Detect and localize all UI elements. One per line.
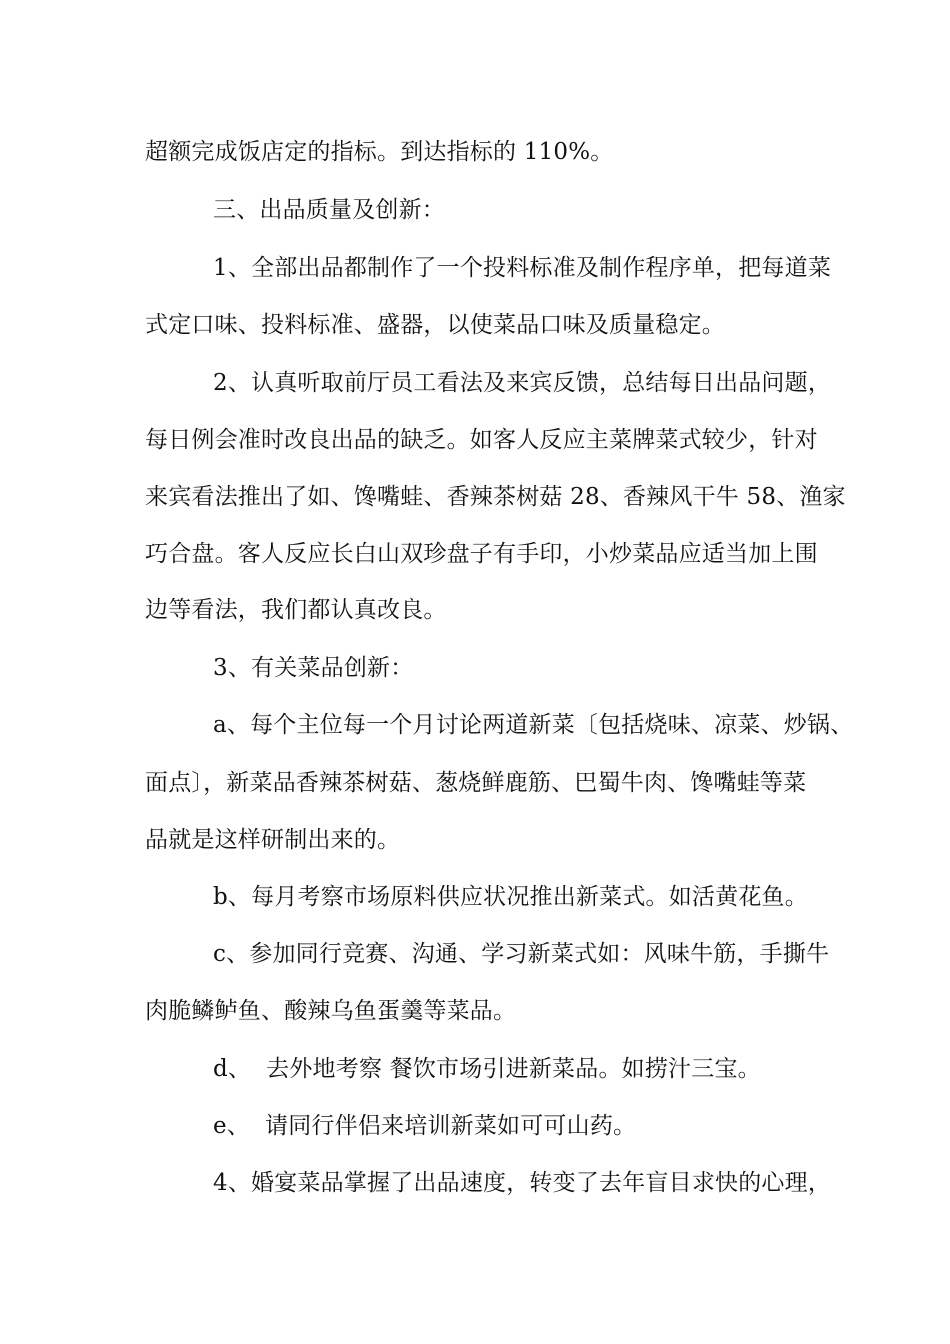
text-line: d、 去外地考察 餐饮市场引进新菜品。如捞汁三宝。 — [213, 1056, 761, 1082]
text-line: b、每月考察市场原料供应状况推出新菜式。如活黄花鱼。 — [213, 884, 808, 910]
text-line: e、 请同行伴侣来培训新菜如可可山药。 — [213, 1113, 637, 1139]
text-line: 肉脆鳞鲈鱼、酸辣乌鱼蛋羹等菜品。 — [145, 998, 517, 1024]
section-heading: 3、有关菜品创新： — [213, 655, 414, 681]
section-heading: 三、出品质量及创新： — [213, 197, 445, 223]
text-line: 巧合盘。客人反应长白山双珍盘子有手印，小炒菜品应适当加上围 — [145, 541, 818, 567]
text-line: 品就是这样研制出来的。 — [145, 827, 401, 853]
text-line: 来宾看法推出了如、馋嘴蛙、香辣茶树菇 28、香辣风干牛 58、渔家 — [145, 484, 846, 510]
text-line: 面点〕，新菜品香辣茶树菇、葱烧鲜鹿筋、巴蜀牛肉、馋嘴蛙等菜 — [145, 770, 807, 796]
text-line: 2、认真听取前厅员工看法及来宾反馈，总结每日出品问题， — [213, 370, 832, 396]
text-line: 4、婚宴菜品掌握了出品速度，转变了去年盲目求快的心理， — [213, 1170, 832, 1196]
text-line: 式定口味、投料标准、盛器，以使菜品口味及质量稳定。 — [145, 312, 725, 338]
text-line: 1、全部出品都制作了一个投料标准及制作程序单，把每道菜 — [213, 255, 832, 281]
text-line: 每日例会准时改良出品的缺乏。如客人反应主菜牌菜式较少，针对 — [145, 427, 818, 453]
text-line: c、参加同行竞赛、沟通、学习新菜式如：风味牛筋，手撕牛 — [213, 941, 830, 967]
text-line: 超额完成饭店定的指标。到达指标的 110%。 — [145, 139, 614, 165]
text-line: a、每个主位每一个月讨论两道新菜〔包括烧味、凉菜、炒锅、 — [213, 712, 854, 738]
text-line: 边等看法，我们都认真改良。 — [145, 597, 447, 623]
